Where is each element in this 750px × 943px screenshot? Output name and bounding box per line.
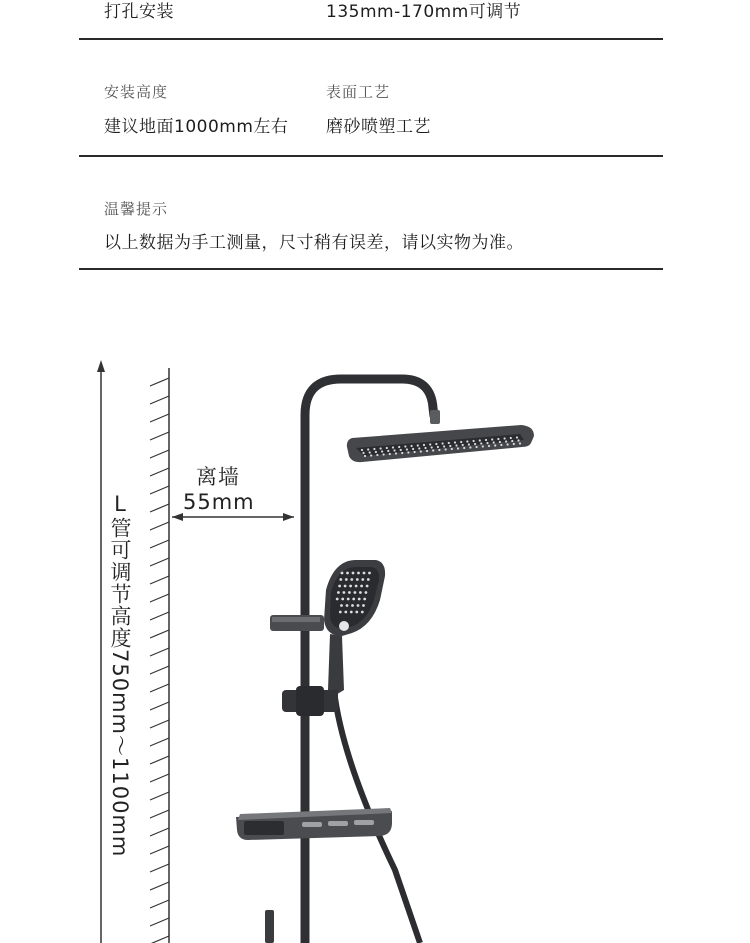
- shower-column: [305, 379, 440, 943]
- wall-distance-label: 离墙: [196, 465, 240, 489]
- wall-distance-value: 55mm: [183, 490, 255, 514]
- notice-text: 以上数据为手工测量，尺寸稍有误差，请以实物为准。: [104, 233, 524, 253]
- mounting-type-value: 打孔安装: [104, 2, 174, 22]
- spout: [265, 910, 274, 943]
- surface-finish-label: 表面工艺: [326, 83, 391, 101]
- height-range-label: [107, 492, 133, 857]
- height-arrow: [97, 360, 105, 943]
- shower-shelf: [236, 808, 392, 840]
- install-height-label: 安装高度: [104, 83, 169, 101]
- wall-distance-arrow: [172, 513, 294, 521]
- surface-finish-value: 磨砂喷塑工艺: [326, 117, 431, 137]
- overhead-shower-head: [347, 425, 534, 462]
- hand-shower-holder: [270, 615, 324, 631]
- head-connector: [430, 410, 440, 424]
- height-label-range: 750mm～1100mm: [108, 649, 132, 858]
- height-slider: [282, 686, 338, 716]
- wall-hatch: [150, 368, 169, 943]
- hand-shower: [324, 560, 420, 943]
- notice-label: 温馨提示: [104, 200, 169, 218]
- install-height-value: 建议地面1000mm左右: [104, 117, 289, 137]
- height-label-prefix: L管可调节高度: [108, 492, 132, 649]
- hole-spacing-value: 135mm-170mm可调节: [326, 2, 522, 22]
